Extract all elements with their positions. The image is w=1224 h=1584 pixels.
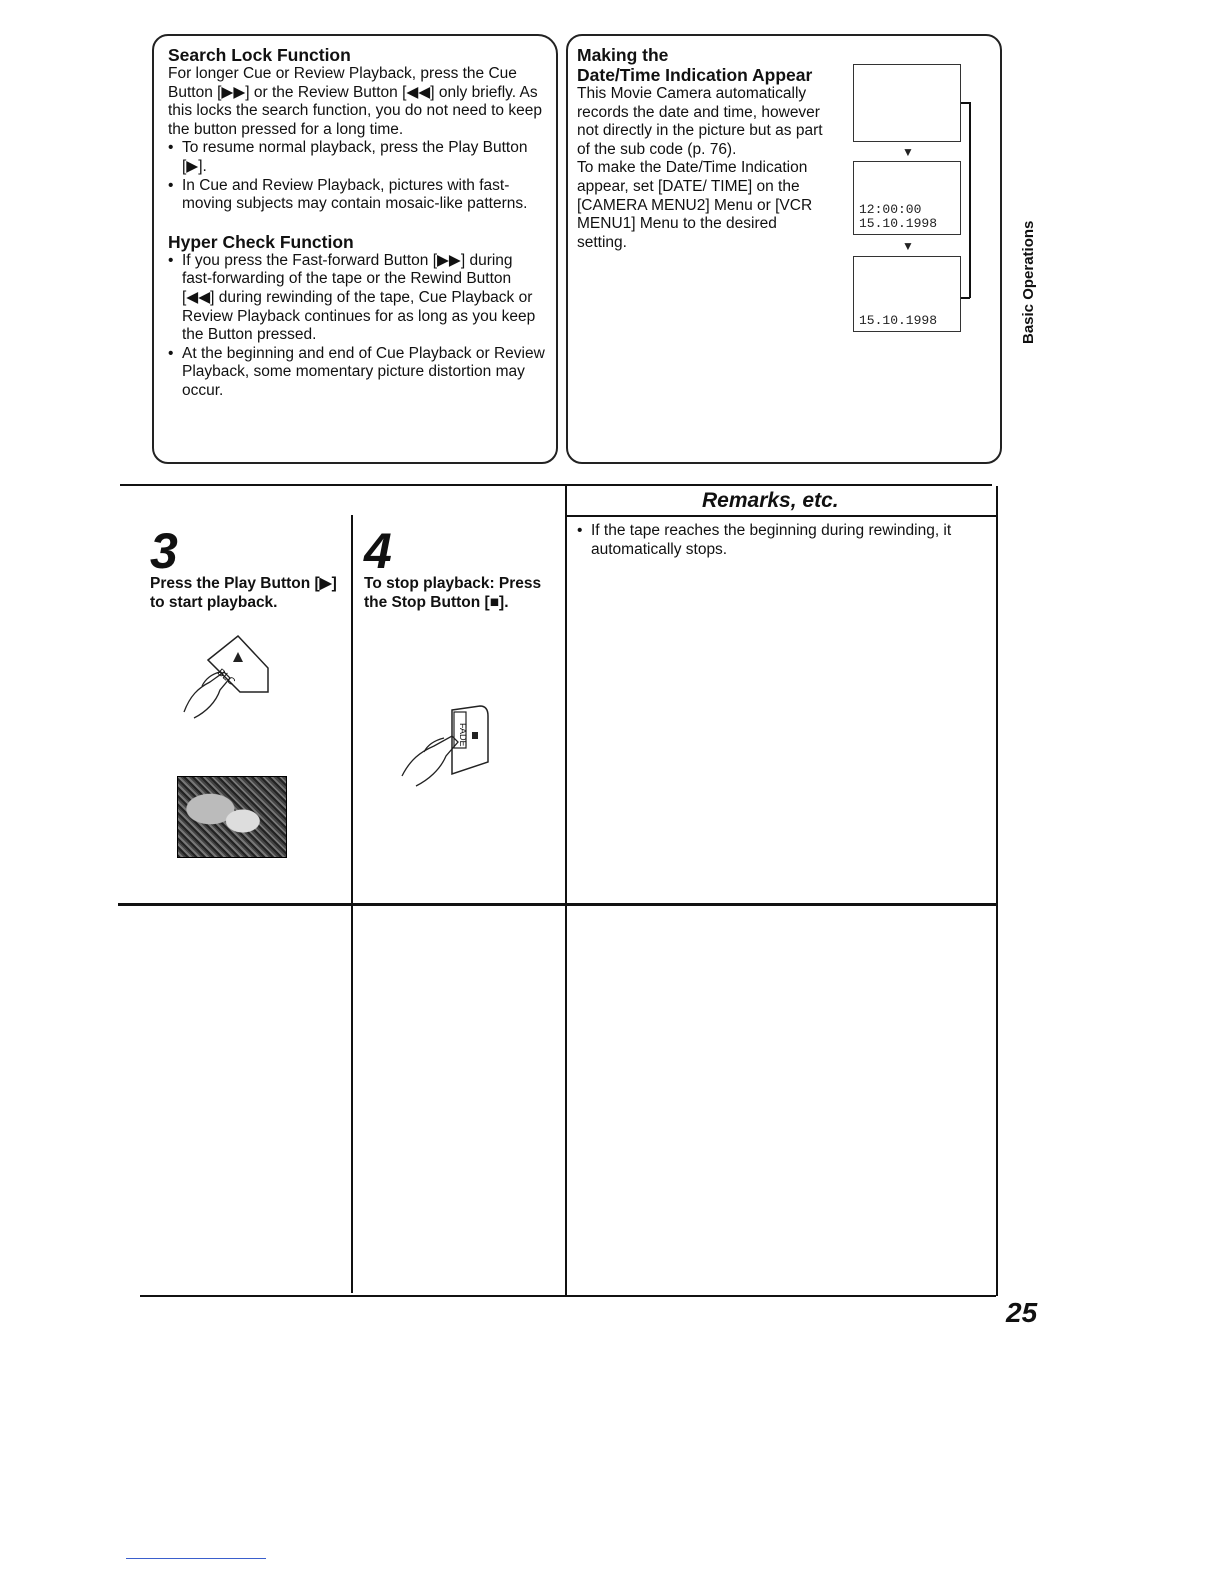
stop-button-illustration [396, 700, 496, 790]
remarks-bullet: • If the tape reaches the beginning during rewinding, it automatically stops. [577, 522, 989, 559]
play-icon [233, 652, 243, 662]
remarks-title-rule [566, 515, 998, 517]
step-3-text: Press the Play Button [▶] to start playback. [150, 575, 337, 611]
screen-time-stamp: 12:00:00 [859, 202, 922, 217]
hyper-check-bullet: • At the beginning and end of Cue Playback or Review Playback, some momentary picture distortion may occur. [168, 345, 546, 401]
footer-rule [126, 1558, 266, 1559]
datetime-title-line1: Making the [577, 45, 669, 65]
hyper-check-title: Hyper Check Function [168, 231, 354, 252]
remarks-title: Remarks, etc. [702, 489, 839, 512]
arrow-down-icon: ▼ [902, 239, 914, 253]
remarks-content [577, 522, 989, 559]
search-lock-content [168, 45, 546, 401]
screen-date-stamp: 15.10.1998 [859, 216, 938, 231]
screen-date-stamp: 15.10.1998 [859, 313, 938, 328]
datetime-body1: This Movie Camera automatically records the date and time, however not directly in the picture but as part of the sub code (p. 76). [577, 85, 823, 158]
datetime-content [577, 45, 827, 252]
fade-button-label: FADE [458, 723, 468, 747]
step-4-number: 4 [364, 523, 392, 579]
cycle-connector [961, 102, 970, 104]
search-lock-title: Search Lock Function [168, 45, 351, 65]
section-divider [120, 484, 566, 486]
blc-button-label: BLC [214, 667, 237, 688]
arrow-down-icon: ▼ [902, 145, 914, 159]
side-tab-label: Basic Operations [1020, 220, 1037, 344]
bottom-rule [140, 1295, 996, 1297]
search-lock-bullet: • To resume normal playback, press the Play Button [▶]. [168, 139, 546, 176]
side-tab [1020, 221, 1037, 344]
section-divider [566, 484, 992, 486]
datetime-body2: To make the Date/Time Indication appear, set [DATE/ TIME] on the [CAMERA MENU2] Menu or [VCR MENU1] Menu to the desired setting. [577, 159, 813, 251]
column-divider [565, 484, 567, 1296]
cycle-connector [961, 297, 970, 299]
playback-picture [177, 776, 287, 858]
hyper-check-bullet: • If you press the Fast-forward Button [▶▶] during fast-forwarding of the tape or the Rewind Button [◀◀] during rewinding of the tape, Cue Playback or Review Playback continues for as long as you keep the Button pressed. [168, 252, 546, 345]
search-lock-bullet: • In Cue and Review Playback, pictures with fast-moving subjects may contain mosaic-like patterns. [168, 177, 546, 214]
screen-no-indication [853, 64, 961, 142]
remarks-right-border [996, 486, 998, 1296]
step-4-text: To stop playback: Press the Stop Button [■]. [364, 575, 542, 611]
page-number: 25 [1006, 1297, 1038, 1328]
datetime-title-line2: Date/Time Indication Appear [577, 65, 813, 85]
step-3-number: 3 [150, 523, 178, 579]
search-lock-body: For longer Cue or Review Playback, press the Cue Button [▶▶] or the Review Button [◀◀] only briefly. As this locks the search function, you do not need to keep the button pressed for a long time. [168, 65, 542, 138]
stop-icon [472, 732, 478, 739]
cycle-connector [969, 102, 971, 298]
row-divider [118, 903, 998, 906]
step-3 [150, 525, 340, 612]
step-4 [364, 525, 554, 612]
